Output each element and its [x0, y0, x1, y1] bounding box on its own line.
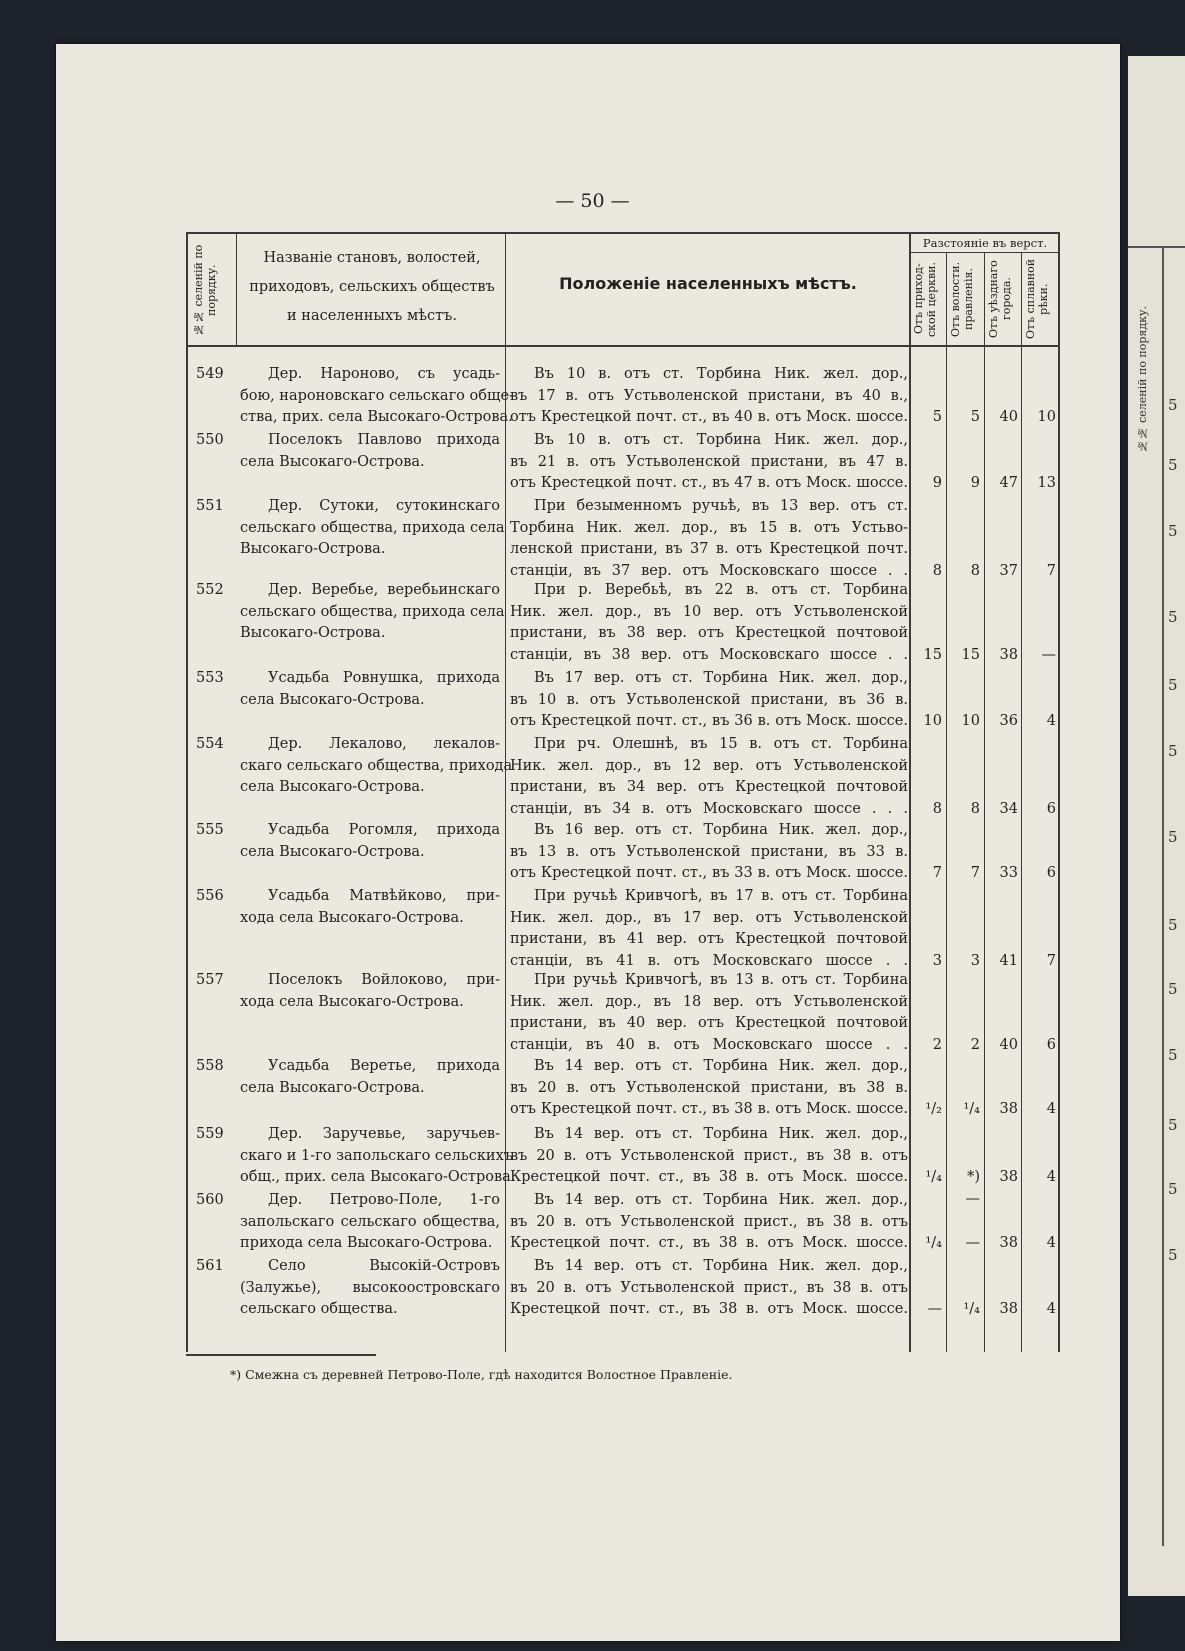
settlement-position: [510, 364, 908, 429]
dist-town: 38: [999, 1101, 1018, 1118]
page-number: — 50 —: [555, 190, 630, 212]
dist-church: 5: [932, 409, 942, 426]
dist-volost: 8: [970, 562, 980, 579]
dist-church: 7: [932, 865, 942, 882]
dist-church: 8: [932, 800, 942, 817]
settlement-position: [510, 1056, 908, 1121]
settlement-name-line: сельскаго общества, прихода села: [240, 603, 505, 620]
dist-volost: ¹/₄: [963, 1101, 980, 1118]
settlement-position-line: При ручьѣ Кривчогѣ, въ 13 в. отъ ст. Торбина: [534, 972, 908, 988]
settlement-position: [510, 970, 908, 1056]
settlement-name-line: села Высокаго-Острова.: [240, 843, 425, 860]
settlement-position-line: станціи, въ 37 вер. отъ Московскаго шоссе . .: [510, 562, 908, 579]
dist-town: 47: [999, 475, 1018, 492]
header-name-line: и населенныхъ мѣстъ.: [287, 308, 457, 324]
dist-town: 34: [999, 800, 1018, 817]
settlement-position-line: Въ 10 в. отъ ст. Торбина Ник. жел. дор.,: [534, 432, 908, 448]
settlement-position-line: станціи, въ 34 в. отъ Московскаго шоссе . . .: [510, 800, 908, 817]
settlement-number: 555: [196, 822, 224, 838]
settlement-name-line: ства, прих. села Высокаго-Острова.: [240, 409, 513, 426]
settlement-position: [510, 820, 908, 885]
settlement-position-line: Ник. жел. дор., въ 12 вер. отъ Устьволенской: [510, 757, 908, 774]
dist-town: 38: [999, 1235, 1018, 1252]
dist-town: 33: [999, 865, 1018, 882]
header-dist-church: Отъ приход-ской церкви.: [912, 261, 938, 337]
dist-town: 38: [999, 1301, 1018, 1318]
next-page-edge: [1128, 56, 1185, 1596]
table-row: [186, 970, 1060, 1056]
settlement-position-line: пристани, въ 34 вер. отъ Крестецкой почтовой: [510, 779, 908, 796]
next-page-number: 5: [1168, 396, 1178, 414]
settlement-position: [510, 580, 908, 666]
dist-volost: —: [965, 1235, 980, 1252]
settlement-position: [510, 1190, 908, 1255]
settlement-number: 557: [196, 972, 224, 988]
dist-river: 4: [1046, 713, 1056, 730]
dist-church: 9: [932, 475, 942, 492]
header-name-line: приходовъ, сельскихъ обществъ: [249, 279, 495, 295]
header-dist-river: Отъ сплавной рѣки.: [1024, 258, 1050, 340]
header-dist-town: Отъ уѣзднаго города.: [987, 260, 1013, 338]
dist-volost: 7: [970, 865, 980, 882]
settlement-position-line: отъ Крестецкой почт. ст., въ 38 в. отъ Моск. шоссе.: [510, 1101, 908, 1118]
table-row: [186, 364, 1060, 429]
dist-town: 41: [999, 952, 1018, 969]
settlement-position-line: отъ Крестецкой почт. ст., въ 33 в. отъ Моск. шоссе.: [510, 865, 908, 882]
dist-river: 4: [1046, 1169, 1056, 1186]
dist-river: 7: [1046, 952, 1056, 969]
next-page-number: 5: [1168, 676, 1178, 694]
settlement-position-line: Торбина Ник. жел. дор., въ 15 в. отъ Устьво-: [510, 519, 908, 536]
settlement-number: 553: [196, 670, 224, 686]
settlement-name: [240, 1256, 500, 1321]
settlement-name-line: хода села Высокаго-Острова.: [240, 909, 464, 926]
table-row: [186, 668, 1060, 733]
settlement-name-line: хода села Высокаго-Острова.: [240, 993, 464, 1010]
settlement-number: 554: [196, 736, 224, 752]
settlement-name-line: сельскаго общества, прихода села: [240, 519, 505, 536]
dist-volost: ¹/₄: [963, 1301, 980, 1318]
settlement-position: [510, 668, 908, 733]
settlement-name: [240, 1190, 500, 1255]
next-page-number: 5: [1168, 828, 1178, 846]
table-row: [186, 734, 1060, 820]
table-row: [186, 1190, 1060, 1255]
dist-church: 8: [932, 562, 942, 579]
dist-river: 6: [1046, 865, 1056, 882]
settlement-position-line: въ 21 в. отъ Устьволенской пристани, въ 47 в.: [510, 453, 908, 470]
settlement-position-line: При ручьѣ Кривчогѣ, въ 17 в. отъ ст. Торбина: [534, 888, 908, 904]
next-page-number: 5: [1168, 1180, 1178, 1198]
next-page-rule: [1128, 246, 1185, 248]
dist-church: —: [927, 1301, 942, 1318]
settlement-position-line: въ 20 в. отъ Устьволенской прист., въ 38 в. отъ: [510, 1147, 908, 1164]
settlement-name: [240, 430, 500, 473]
dist-river: 7: [1046, 562, 1056, 579]
next-page-number: 5: [1168, 608, 1178, 626]
dist-town: 40: [999, 1036, 1018, 1053]
next-page-number: 5: [1168, 916, 1178, 934]
header-distance: Разстояніе въ верст.: [922, 236, 1048, 250]
dist-volost: 3: [970, 952, 980, 969]
settlement-name-line: села Высокаго-Острова.: [240, 779, 425, 796]
settlement-position-line: отъ Крестецкой почт. ст., въ 47 в. отъ Моск. шоссе.: [510, 475, 908, 492]
next-page-number: 5: [1168, 1116, 1178, 1134]
next-page-number: 5: [1168, 742, 1178, 760]
dist-river: 6: [1046, 800, 1056, 817]
settlement-number: 552: [196, 582, 224, 598]
settlement-name-line: (Залужье), высокоостровскаго: [240, 1279, 500, 1296]
table-row: [186, 1256, 1060, 1321]
settlement-name: [240, 1056, 500, 1099]
settlement-number: 550: [196, 432, 224, 448]
dist-river: 4: [1046, 1101, 1056, 1118]
next-page-number: 5: [1168, 980, 1178, 998]
dist-town: 37: [999, 562, 1018, 579]
settlement-position-line: Въ 17 вер. отъ ст. Торбина Ник. жел. дор.,: [534, 670, 908, 686]
settlement-position: [510, 1256, 908, 1321]
settlement-name: [240, 496, 505, 561]
settlement-position-line: въ 20 в. отъ Устьволенской прист., въ 38 в. отъ: [510, 1279, 908, 1296]
dist-river: 4: [1046, 1301, 1056, 1318]
settlement-name-line: Высокаго-Острова.: [240, 625, 386, 642]
settlement-position-line: Въ 14 вер. отъ ст. Торбина Ник. жел. дор.,: [534, 1058, 908, 1074]
dist-volost: 15: [961, 646, 980, 663]
dist-town: 38: [999, 646, 1018, 663]
dist-church: 2: [932, 1036, 942, 1053]
footnote: *) Смежна съ деревней Петрово-Поле, гдѣ находится Волостное Правленіе.: [230, 1367, 733, 1382]
dist-volost: 2: [970, 1036, 980, 1053]
settlement-position: [510, 496, 908, 582]
dist-church: 3: [932, 952, 942, 969]
settlement-position-line: въ 10 в. отъ Устьволенской пристани, въ 36 в.: [510, 691, 908, 708]
settlement-name: [240, 734, 513, 799]
next-page-rule: [1162, 246, 1164, 1546]
dist-town: 38: [999, 1169, 1018, 1186]
settlement-name-line: Поселокъ Войлоково, при-: [268, 972, 500, 988]
header-name-line: Названіе становъ, волостей,: [263, 250, 481, 266]
settlement-position-line: ленской пристани, въ 37 в. отъ Крестецкой почт.: [510, 541, 908, 558]
next-page-number: 5: [1168, 456, 1178, 474]
settlement-name: [240, 580, 505, 645]
settlement-position-line: въ 20 в. отъ Устьволенской пристани, въ 38 в.: [510, 1079, 908, 1096]
settlement-name-line: Дер. Заручевье, заручьев-: [268, 1126, 500, 1142]
dist-river: 6: [1046, 1036, 1056, 1053]
table-top-rule: [186, 232, 1060, 234]
settlement-position-line: Въ 10 в. отъ ст. Торбина Ник. жел. дор.,: [534, 366, 908, 382]
settlement-name: [240, 1124, 516, 1189]
table-row: [186, 430, 1060, 495]
settlement-position-line: Въ 16 вер. отъ ст. Торбина Ник. жел. дор.,: [534, 822, 908, 838]
settlement-position-line: въ 17 в. отъ Устьволенской пристани, въ 40 в.,: [510, 387, 908, 404]
settlement-name-line: Дер. Петрово-Поле, 1-го: [268, 1192, 500, 1208]
table-row: [186, 820, 1060, 885]
settlement-position-line: При безыменномъ ручьѣ, въ 13 вер. отъ ст.: [534, 498, 908, 514]
settlement-position-line: Крестецкой почт. ст., въ 38 в. отъ Моск. шоссе.: [510, 1235, 908, 1252]
settlement-number: 556: [196, 888, 224, 904]
settlement-name: [240, 886, 500, 929]
settlement-name-line: Усадьба Ровнушка, прихода: [268, 670, 500, 686]
settlement-position-line: станціи, въ 38 вер. отъ Московскаго шоссе . .: [510, 646, 908, 663]
settlement-position-line: Крестецкой почт. ст., въ 38 в. отъ Моск. шоссе.: [510, 1169, 908, 1186]
dist-church: 10: [923, 713, 942, 730]
dist-volost: 5: [970, 409, 980, 426]
settlement-position-line: Въ 14 вер. отъ ст. Торбина Ник. жел. дор.,: [534, 1192, 908, 1208]
settlement-position-line: Ник. жел. дор., въ 18 вер. отъ Устьволенской: [510, 993, 908, 1010]
next-page-number: 5: [1168, 1246, 1178, 1264]
next-page-number: 5: [1168, 522, 1178, 540]
settlement-name-line: Усадьба Матвѣйково, при-: [268, 888, 500, 904]
settlement-name-line: Усадьба Рогомля, прихода: [268, 822, 500, 838]
settlement-name-line: сельскаго общества.: [240, 1301, 398, 1318]
settlement-position-line: отъ Крестецкой почт. ст., въ 40 в. отъ Моск. шоссе.: [510, 409, 908, 426]
header-dist-volost: Отъ волости. правленія.: [949, 261, 975, 337]
settlement-number: 560: [196, 1192, 224, 1208]
settlement-number: 549: [196, 366, 224, 382]
settlement-number: 559: [196, 1126, 224, 1142]
dist-river: 10: [1037, 409, 1056, 426]
header-position: Положеніе населенныхъ мѣстъ.: [559, 274, 857, 293]
settlement-position-line: отъ Крестецкой почт. ст., въ 36 в. отъ Моск. шоссе.: [510, 713, 908, 730]
settlement-name-line: запольскаго сельскаго общества,: [240, 1213, 500, 1230]
settlement-position-line: пристани, въ 38 вер. отъ Крестецкой почтовой: [510, 625, 908, 642]
settlement-number: 551: [196, 498, 224, 514]
dist-church: ¹/₄: [925, 1169, 942, 1186]
settlement-position-line: Въ 14 вер. отъ ст. Торбина Ник. жел. дор.,: [534, 1126, 908, 1142]
header-number: №№ селеній по порядку.: [192, 244, 218, 336]
settlement-name-line: Село Высокій-Островъ: [268, 1258, 500, 1274]
settlement-name-line: бою, нароновскаго сельскаго обще-: [240, 387, 514, 404]
dist-river: 13: [1037, 475, 1056, 492]
settlement-position-line: Въ 14 вер. отъ ст. Торбина Ник. жел. дор.,: [534, 1258, 908, 1274]
settlement-position-line: пристани, въ 40 вер. отъ Крестецкой почтовой: [510, 1015, 908, 1032]
settlement-position-line: станціи, въ 40 в. отъ Московскаго шоссе . .: [510, 1036, 908, 1053]
header-bottom-rule: [186, 345, 1060, 347]
distance-subheader-rule: [910, 252, 1060, 253]
table-row: [186, 886, 1060, 972]
column-rule: [236, 232, 237, 345]
settlement-position: [510, 1124, 908, 1189]
header-name: [244, 244, 500, 331]
next-page-header: №№ селеній по порядку.: [1136, 306, 1149, 453]
dist-river: 4: [1046, 1235, 1056, 1252]
settlement-name-line: общ., прих. села Высокаго-Острова.: [240, 1169, 516, 1186]
dist-town: 36: [999, 713, 1018, 730]
settlement-position-line: Ник. жел. дор., въ 10 вер. отъ Устьволенской: [510, 603, 908, 620]
dist-river: —: [1041, 646, 1056, 663]
settlement-position-line: Крестецкой почт. ст., въ 38 в. отъ Моск. шоссе.: [510, 1301, 908, 1318]
settlement-position-line: При р. Веребьѣ, въ 22 в. отъ ст. Торбина: [534, 582, 908, 598]
dist-church: ¹/₄: [925, 1235, 942, 1252]
dist-church: 15: [923, 646, 942, 663]
settlement-number: 558: [196, 1058, 224, 1074]
settlement-name-line: Высокаго-Острова.: [240, 541, 386, 558]
settlement-name: [240, 668, 500, 711]
next-page-number: 5: [1168, 1046, 1178, 1064]
settlement-name-line: скаго сельскаго общества, прихода: [240, 757, 513, 774]
settlement-name-line: Дер. Нароново, съ усадь-: [268, 366, 500, 382]
settlement-position-line: При рч. Олешнѣ, въ 15 в. отъ ст. Торбина: [534, 736, 908, 752]
settlement-name-line: Усадьба Веретье, прихода: [268, 1058, 500, 1074]
dist-church: ¹/₂: [925, 1101, 942, 1118]
settlement-name-line: села Высокаго-Острова.: [240, 453, 425, 470]
table-row: [186, 580, 1060, 666]
settlement-name-line: села Высокаго-Острова.: [240, 691, 425, 708]
dist-town: 40: [999, 409, 1018, 426]
settlement-position-line: станціи, въ 41 в. отъ Московскаго шоссе . .: [510, 952, 908, 969]
settlement-name-line: села Высокаго-Острова.: [240, 1079, 425, 1096]
settlement-name-line: Дер. Сутоки, сутокинскаго: [268, 498, 500, 514]
settlement-position-line: въ 20 в. отъ Устьволенской прист., въ 38 в. отъ: [510, 1213, 908, 1230]
dist-volost: 8: [970, 800, 980, 817]
settlement-position: [510, 886, 908, 972]
dist-volost: 10: [961, 713, 980, 730]
settlement-position: [510, 734, 908, 820]
settlement-number: 561: [196, 1258, 224, 1274]
settlement-position-line: Ник. жел. дор., въ 17 вер. отъ Устьволенской: [510, 909, 908, 926]
settlement-name: [240, 970, 500, 1013]
settlement-name-line: скаго и 1-го запольскаго сельскихъ: [240, 1147, 513, 1164]
settlement-name: [240, 820, 500, 863]
settlement-name-line: Поселокъ Павлово прихода: [268, 432, 500, 448]
dist-volost: *) —: [965, 1169, 980, 1207]
settlement-position: [510, 430, 908, 495]
footnote-rule: [186, 1354, 376, 1356]
settlement-name: [240, 364, 514, 429]
settlement-name-line: прихода села Высокаго-Острова.: [240, 1235, 493, 1252]
settlement-name-line: Дер. Лекалово, лекалов-: [268, 736, 500, 752]
dist-volost: 9: [970, 475, 980, 492]
settlement-name-line: Дер. Веребье, веребьинскаго: [268, 582, 500, 598]
table-row: [186, 496, 1060, 582]
settlement-position-line: пристани, въ 41 вер. отъ Крестецкой почтовой: [510, 931, 908, 948]
table-row: [186, 1056, 1060, 1121]
settlement-position-line: въ 13 в. отъ Устьволенской пристани, въ 33 в.: [510, 843, 908, 860]
